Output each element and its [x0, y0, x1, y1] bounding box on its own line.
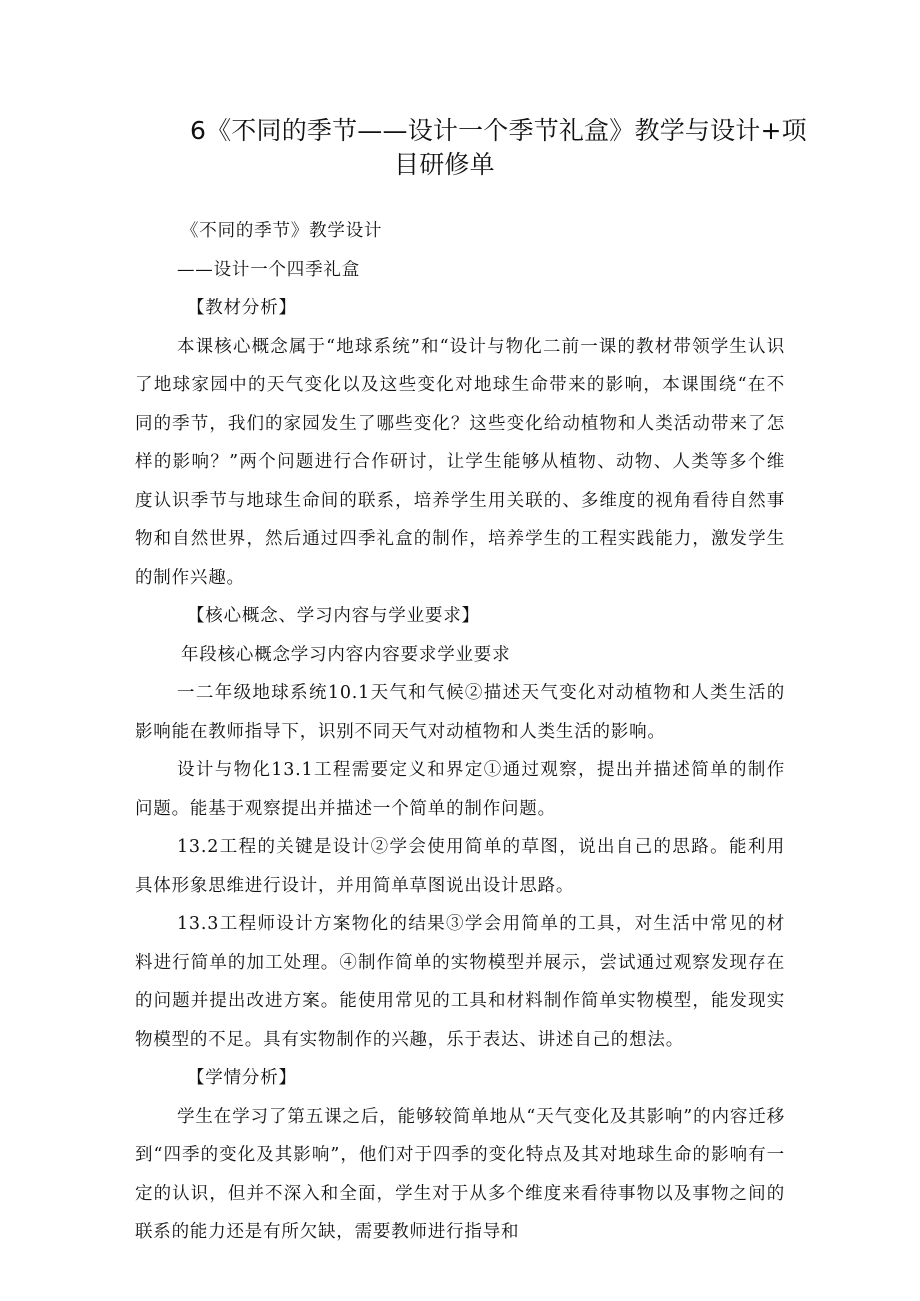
learner-analysis-heading: 【学情分析】 [187, 1068, 297, 1088]
core-concept-paragraph-2: 设计与物化13.1工程需要定义和界定①通过观察，提出并描述简单的制作问题。能基于观察提出并描述一个简单的制作问题。 [135, 760, 785, 819]
document-title [190, 114, 807, 182]
material-analysis-paragraph: 本课核心概念属于“地球系统”和“设计与物化二前一课的教材带领学生认识了地球家园中的天气变化以及这些变化对地球生命带来的影响，本课围绕“在不同的季节，我们的家园发生了哪些变化？这些变化给动植物和人类活动带来了怎样的影响？”两个问题进行合作研讨，让学生能够从植物、动物、人类等多个维度认识季节与地球生命间的联系，培养学生用关联的、多维度的视角看待自然事物和自然世界，然后通过四季礼盒的制作，培养学生的工程实践能力，激发学生的制作兴趣。 [135, 336, 785, 588]
learner-analysis-paragraph: 学生在学习了第五课之后，能够较简单地从“天气变化及其影响”的内容迁移到“四季的变化及其影响”，他们对于四季的变化特点及其对地球生命的影响有一定的认识，但并不深入和全面，学生对于从多个维度来看待事物以及事物之间的联系的能力还是有所欠缺，需要教师进行指导和 [135, 1106, 785, 1242]
lesson-design-subtitle: 《不同的季节》教学设计 [181, 221, 383, 241]
core-concept-paragraph-3: 13.2工程的关键是设计②学会使用简单的草图，说出自己的思路。能利用具体形象思维进行设计，并用简单草图说出设计思路。 [135, 837, 785, 896]
document-body [135, 212, 785, 1252]
core-concept-paragraph-4: 13.3工程师设计方案物化的结果③学会用简单的工具，对生活中常见的材料进行简单的加工处理。④制作简单的实物模型并展示，尝试通过观察发现存在的问题并提出改进方案。能使用常见的工具和材料制作简单实物模型，能发现实物模型的不足。具有实物制作的兴趣，乐于表达、讲述自己的想法。 [135, 914, 785, 1050]
core-concept-columns: 年段核心概念学习内容内容要求学业要求 [181, 644, 511, 665]
core-concept-heading: 【核心概念、学习内容与学业要求】 [187, 606, 480, 626]
title-line-2: 目研修单 [394, 150, 495, 179]
material-analysis-heading: 【教材分析】 [187, 298, 297, 318]
core-concept-paragraph-1: 一二年级地球系统10.1天气和气候②描述天气变化对动植物和人类生活的影响能在教师指导下，识别不同天气对动植物和人类生活的影响。 [135, 683, 785, 742]
gift-box-subtitle: ——设计一个四季礼盒 [177, 259, 360, 280]
title-line-1: 6《不同的季节——设计一个季节礼盒》教学与设计+项 [190, 116, 807, 145]
